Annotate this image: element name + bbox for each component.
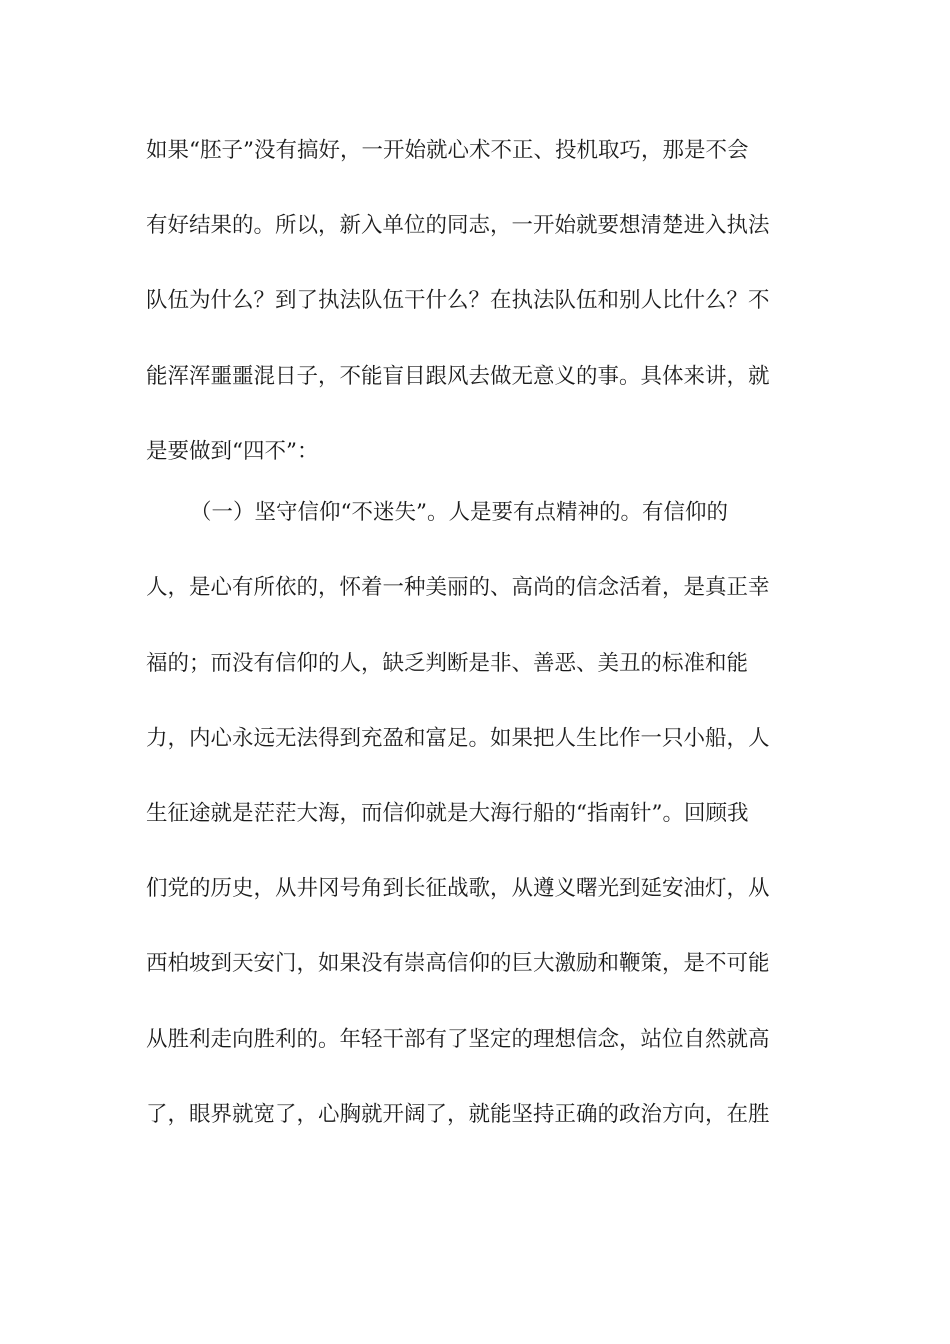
text-line-8: 福的；而没有信仰的人，缺乏判断是非、善恶、美丑的标准和能 — [146, 651, 749, 676]
text-line-2: 有好结果的。所以，新入单位的同志，一开始就要想清楚进入执法 — [146, 213, 770, 238]
text-line-4: 能浑浑噩噩混日子，不能盲目跟风去做无意义的事。具体来讲，就 — [146, 364, 770, 389]
text-line-7: 人，是心有所依的，怀着一种美丽的、高尚的信念活着，是真正幸 — [146, 575, 770, 600]
text-line-13: 从胜利走向胜利的。年轻干部有了坚定的理想信念，站位自然就高 — [146, 1027, 770, 1052]
section-heading-line: （一）坚守信仰“不迷失”。人是要有点精神的。有信仰的 — [190, 500, 728, 525]
text-line-5: 是要做到“四不”： — [146, 439, 319, 464]
text-line-14: 了，眼界就宽了，心胸就开阔了，就能坚持正确的政治方向，在胜 — [146, 1102, 770, 1127]
text-line-9: 力，内心永远无法得到充盈和富足。如果把人生比作一只小船，人 — [146, 726, 770, 751]
text-line-10: 生征途就是茫茫大海，而信仰就是大海行船的“指南针”。回顾我 — [146, 801, 749, 826]
text-line-1: 如果“胚子”没有搞好，一开始就心术不正、投机取巧，那是不会 — [146, 138, 749, 163]
text-line-3: 队伍为什么？到了执法队伍干什么？在执法队伍和别人比什么？不 — [146, 288, 770, 313]
text-line-12: 西柏坡到天安门，如果没有崇高信仰的巨大激励和鞭策，是不可能 — [146, 951, 770, 976]
text-line-11: 们党的历史，从井冈号角到长征战歌，从遵义曙光到延安油灯，从 — [146, 876, 770, 901]
